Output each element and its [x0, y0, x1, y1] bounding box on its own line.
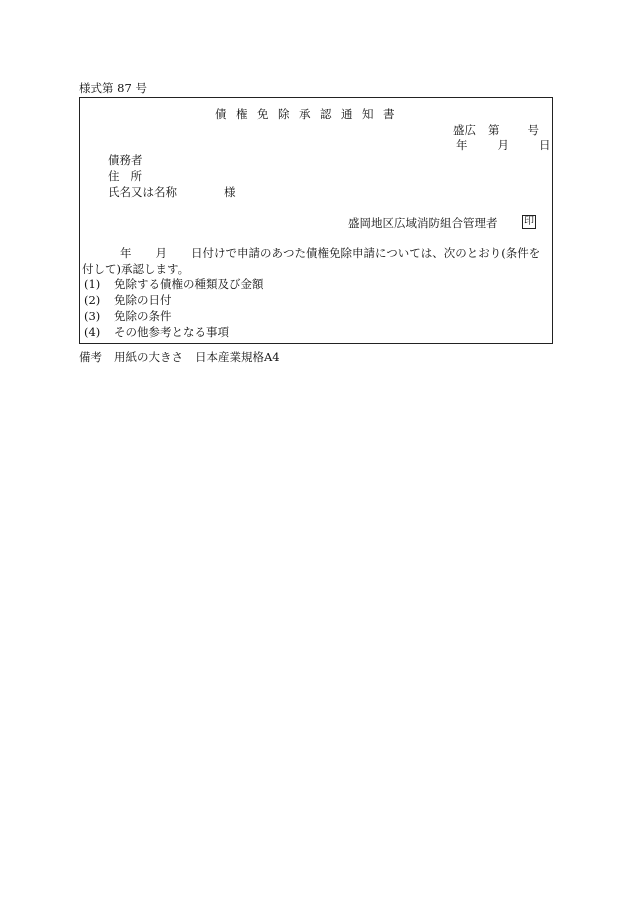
- list-item-number: (2): [84, 293, 101, 307]
- list-item-text: 免除する債権の種類及び金額: [114, 277, 264, 291]
- list-item-text: 免除の条件: [114, 309, 172, 323]
- body-month: 月: [155, 246, 167, 260]
- honorific: 様: [224, 185, 236, 199]
- list-item-text: 免除の日付: [114, 293, 172, 307]
- list-item: [84, 311, 172, 323]
- issuer-name: 盛岡地区広域消防組合管理者: [348, 216, 498, 230]
- list-item-number: (1): [84, 277, 101, 291]
- reference-prefix: 盛広: [453, 123, 476, 137]
- body-line-1-text: 日付けで申請のあつた債権免除申請については、次のとおり(条件を: [191, 246, 541, 260]
- issue-date-day: 日: [539, 138, 551, 152]
- seal-mark: 印: [524, 216, 534, 227]
- address-label: 住所: [108, 169, 153, 183]
- list-item: [84, 327, 229, 339]
- body-line-1: [120, 248, 540, 260]
- remarks-label: 備考: [79, 350, 102, 364]
- issue-date: [456, 140, 551, 152]
- list-item-text: その他参考となる事項: [114, 325, 229, 339]
- body-year: 年: [120, 246, 132, 260]
- name-label: 氏名又は名称: [108, 185, 177, 199]
- reference-dai: 第: [488, 123, 500, 137]
- issue-date-month: 月: [497, 138, 509, 152]
- document-title: 債権免除承認通知書: [215, 107, 404, 121]
- list-item-number: (3): [84, 309, 101, 323]
- remarks-text: 用紙の大きさ: [114, 350, 183, 364]
- issue-date-year: 年: [456, 138, 468, 152]
- list-item-number: (4): [84, 325, 101, 339]
- remarks-paper-size: 日本産業規格A4: [195, 350, 280, 364]
- reference-number: [453, 125, 539, 137]
- form-number: 様式第 87 号: [79, 81, 147, 95]
- list-item: [84, 279, 264, 291]
- debtor-label: 債務者: [108, 153, 143, 167]
- body-line-2: 付して)承認します。: [82, 262, 190, 276]
- list-item: [84, 295, 172, 307]
- remarks: [79, 352, 280, 364]
- reference-go: 号: [527, 123, 539, 137]
